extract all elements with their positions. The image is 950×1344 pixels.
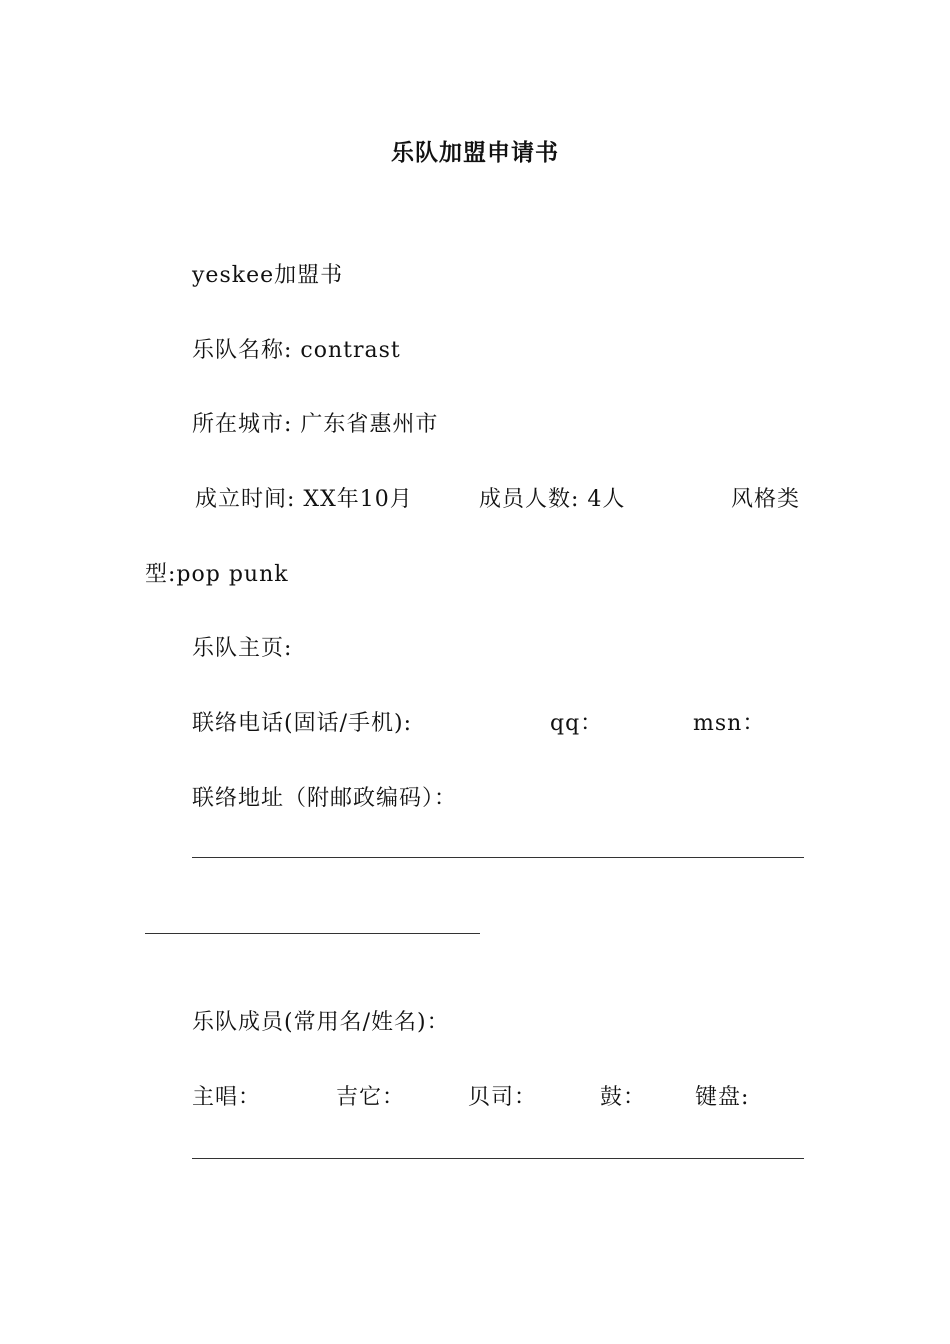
band-name-line: 乐队名称: contrast	[192, 338, 401, 363]
drums-label: 鼓：	[600, 1085, 647, 1110]
contact-row	[0, 709, 950, 739]
members-underline	[192, 1158, 804, 1159]
vocal-label: 主唱：	[192, 1085, 262, 1110]
city-line: 所在城市: 广东省惠州市	[192, 412, 439, 437]
address-underline-2	[145, 933, 480, 934]
founded-row	[0, 485, 950, 515]
homepage-line: 乐队主页:	[192, 636, 293, 661]
members-heading-line: 乐队成员(常用名/姓名)：	[192, 1010, 450, 1035]
subtitle-line: yeskee加盟书	[192, 263, 344, 288]
msn-text: msn：	[693, 711, 766, 736]
address-underline-1	[192, 857, 804, 858]
document-title: 乐队加盟申请书	[391, 139, 559, 166]
style-value-line: 型:pop punk	[145, 562, 289, 587]
guitar-label: 吉它：	[336, 1085, 406, 1110]
phone-text: 联络电话(固话/手机):	[192, 711, 412, 736]
qq-text: qq：	[550, 711, 604, 736]
keys-label: 键盘:	[695, 1085, 750, 1110]
founded-text: 成立时间: XX年10月	[195, 487, 413, 512]
roles-row	[0, 1083, 950, 1113]
address-line: 联络地址（附邮政编码）：	[192, 786, 458, 811]
style-label-text: 风格类	[731, 487, 801, 512]
members-count-text: 成员人数: 4人	[479, 487, 626, 512]
bass-label: 贝司：	[468, 1085, 538, 1110]
